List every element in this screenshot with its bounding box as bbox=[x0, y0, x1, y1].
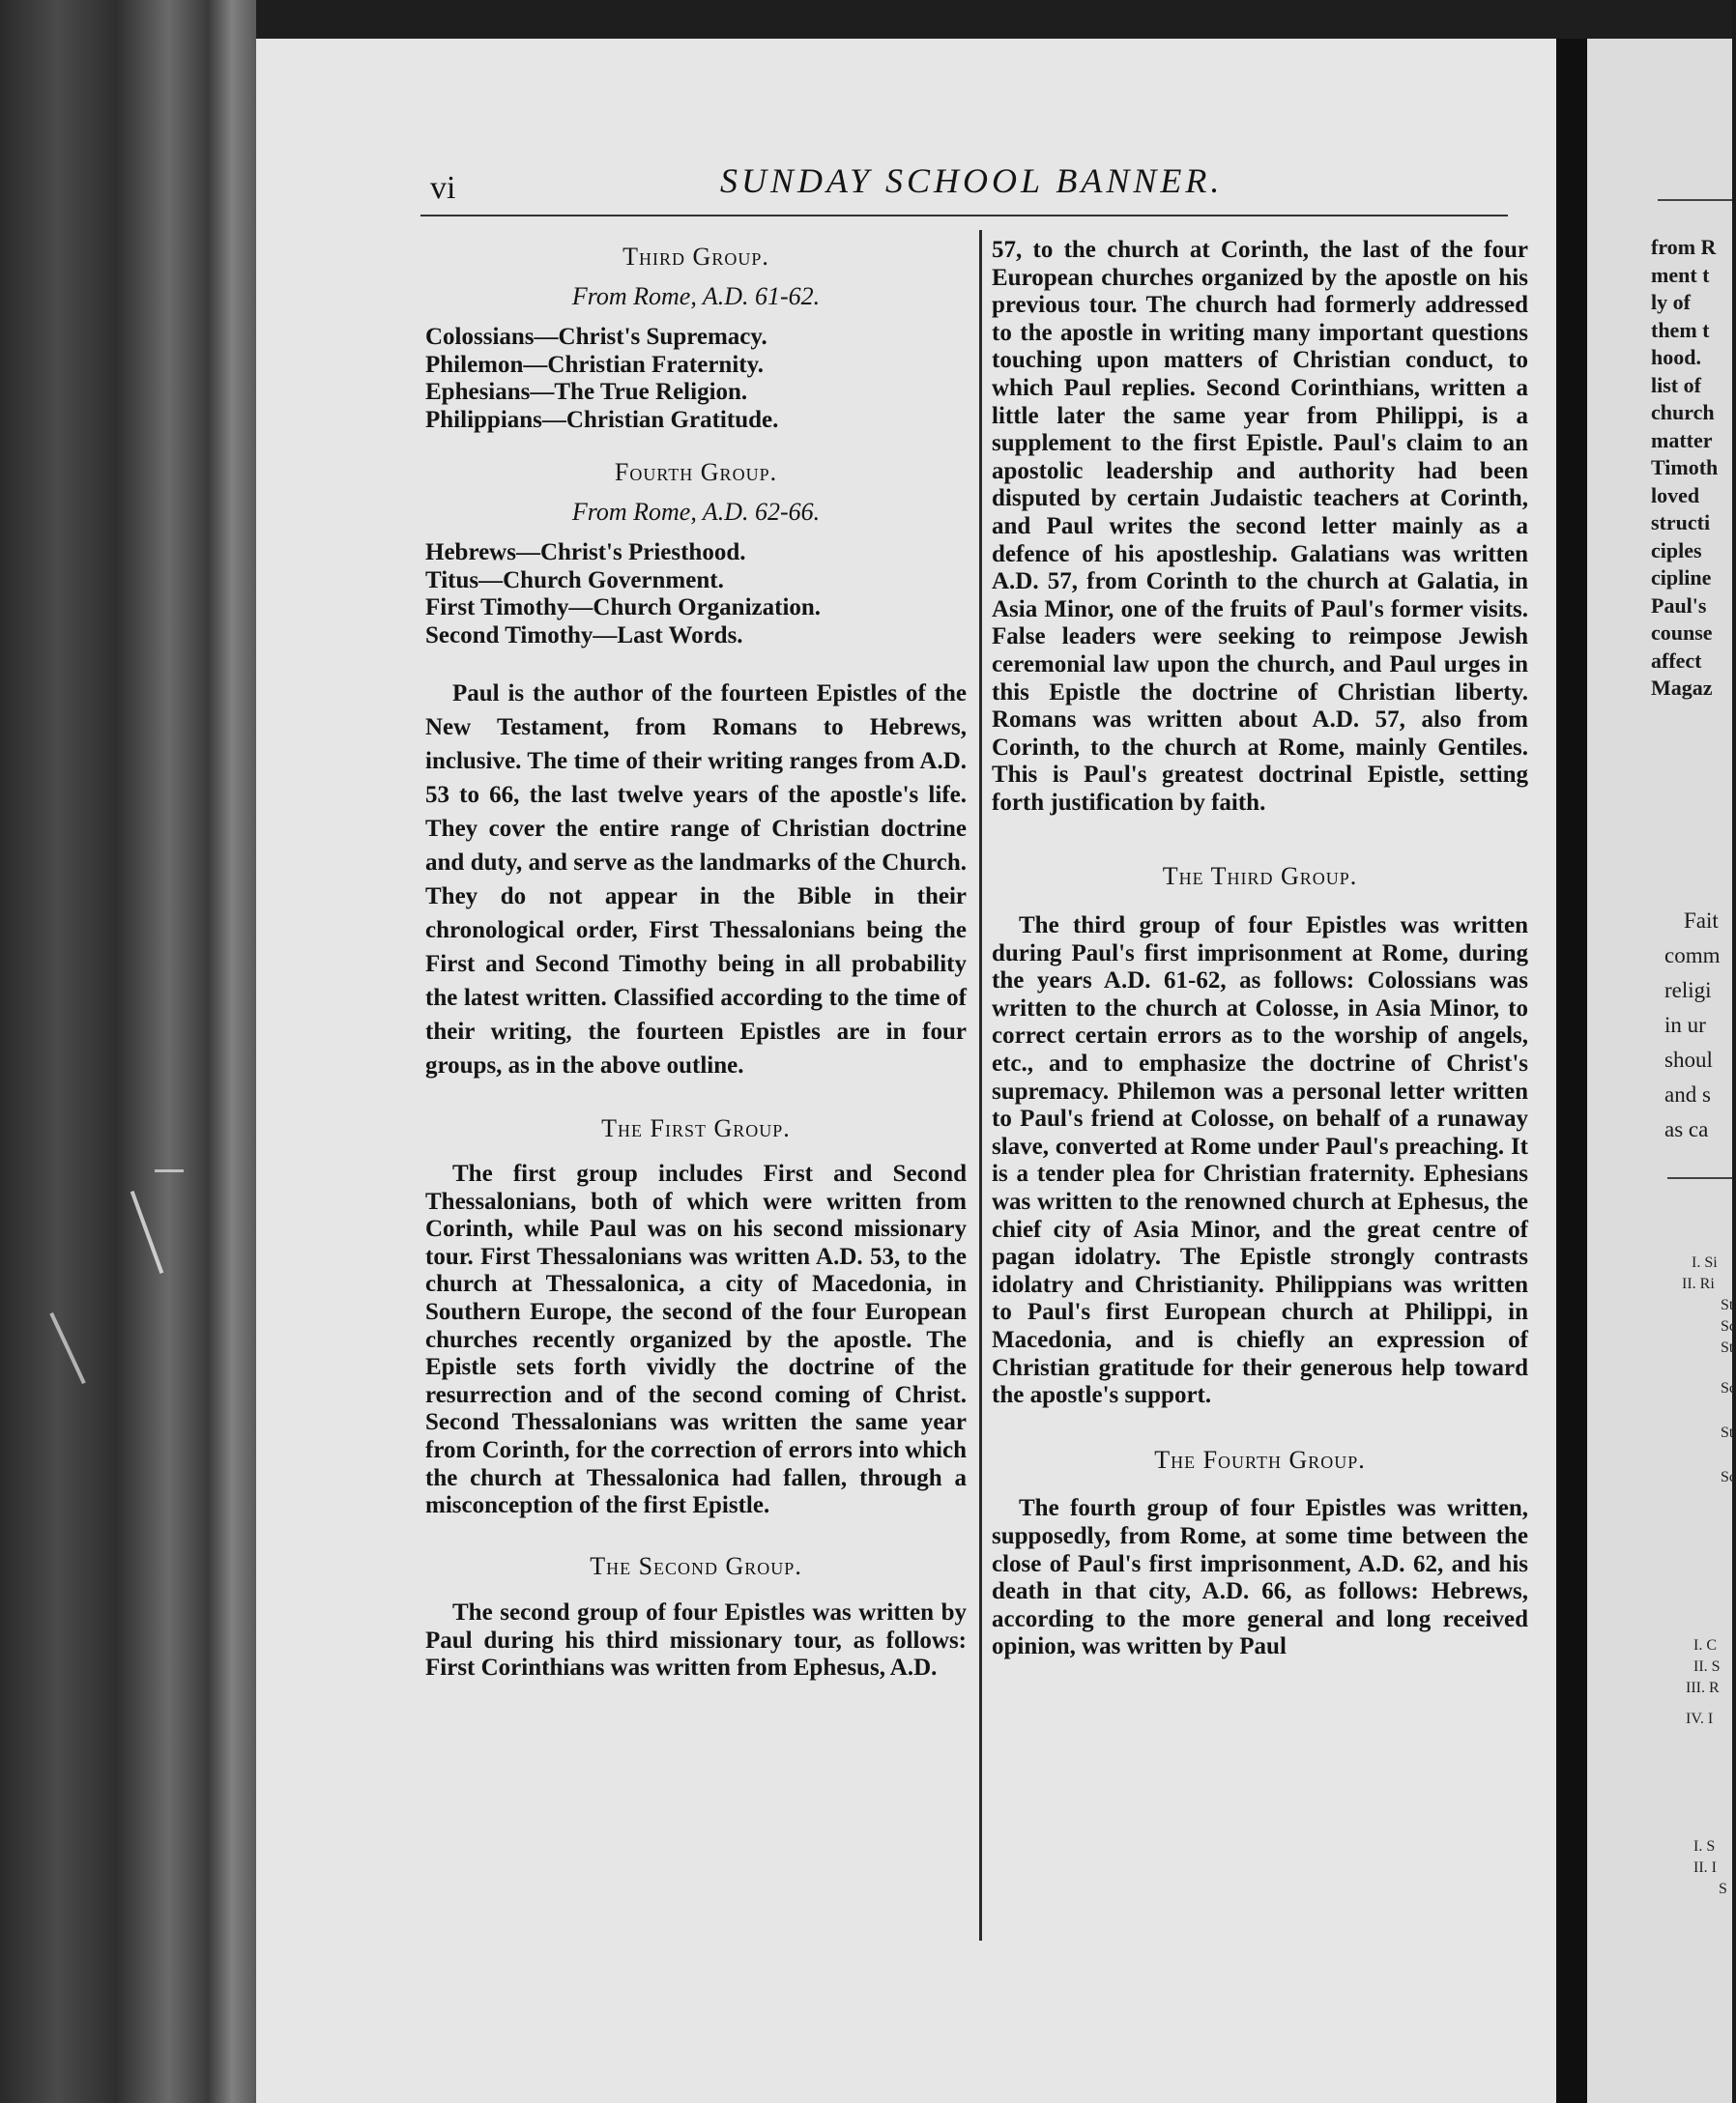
facing-outline-block bbox=[1682, 1253, 1736, 1488]
facing-section-rule bbox=[1667, 1177, 1732, 1179]
fourth-group-text: The fourth group of four Epistles was written, supposedly, from Rome, at some time between the close of Paul's first imprisonment, A.D. 62, and his death in that city, A.D. 66, as follows: Hebrews, according to the more general and long received opinion, was written by Paul bbox=[992, 1495, 1528, 1660]
facing-text-fragment: II. S bbox=[1693, 1658, 1721, 1675]
first-group-text: The first group includes First and Second Thessalonians, both of which were written from Corinth, while Paul was on his second missionary tour. First Thessalonians was written A.D. 53, to the church at Thessalonica, a city of Macedonia, in Southern Europe, the second of the four European churches recently organized by the apostle. The Epistle sets forth vividly the doctrine of the resurrection and of the second coming of Christ. Second Thessalonians was written the same year from Corinth, for the correction of errors into which the church at Thessalonica had fallen, through a misconception of the first Epistle. bbox=[425, 1160, 967, 1519]
list-item: Second Timothy—Last Words. bbox=[425, 621, 743, 648]
fourth-group-outline-subheading: From Rome, A.D. 62-66. bbox=[571, 497, 821, 526]
facing-text-fragment: and s bbox=[1664, 1082, 1711, 1107]
third-group-heading: The Third Group. bbox=[1162, 862, 1358, 891]
facing-text-fragment: Paul's bbox=[1651, 592, 1707, 618]
scan-artifact bbox=[155, 1169, 184, 1172]
page-number: vi bbox=[430, 170, 456, 206]
fourth-group-outline-list bbox=[425, 539, 967, 649]
facing-text-fragment: religi bbox=[1664, 978, 1712, 1002]
facing-text-fragment: IV. I bbox=[1686, 1711, 1714, 1727]
facing-text-fragment: ciples bbox=[1651, 537, 1702, 562]
facing-header-rule bbox=[1658, 199, 1732, 201]
header-rule bbox=[420, 215, 1508, 216]
list-item: Philippians—Christian Gratitude. bbox=[425, 406, 779, 433]
book-gutter bbox=[1556, 39, 1587, 2103]
facing-text-fragment: church bbox=[1651, 400, 1715, 424]
facing-text-fragment: III. R bbox=[1686, 1680, 1720, 1696]
list-item: Philemon—Christian Fraternity. bbox=[425, 351, 764, 378]
facing-text-fragment: as ca bbox=[1664, 1117, 1709, 1141]
facing-text-fragment: counse bbox=[1651, 620, 1713, 645]
facing-text-fragment: structi bbox=[1651, 510, 1711, 534]
first-group-heading: The First Group. bbox=[601, 1114, 791, 1143]
facing-text-fragment: Sc bbox=[1721, 1469, 1736, 1485]
facing-text-fragment: in ur bbox=[1664, 1013, 1706, 1037]
second-group-heading: The Second Group. bbox=[590, 1551, 802, 1580]
facing-text-fragment: ment t bbox=[1651, 262, 1710, 287]
facing-text-fragment: II. I bbox=[1693, 1859, 1717, 1876]
intro-paragraph: Paul is the author of the fourteen Epistles of the New Testament, from Romans to Hebrews, inclusive. The time of their writing ranges from A.D. 53 to 66, the last twelve years of the apostle's life. They cover the entire range of Christian doctrine and duty, and serve as the landmarks of the Church. They do not appear in the Bible in their chronological order, First Thessalonians being the First and Second Timothy being in all probability the latest written. Classified according to the time of their writing, the fourteen Epistles are in four groups, as in the above outline. bbox=[425, 680, 967, 1080]
third-group-outline-heading: Third Group. bbox=[622, 243, 769, 271]
third-group-outline-list bbox=[425, 324, 967, 434]
facing-text-fragment: Sc bbox=[1721, 1318, 1736, 1335]
facing-text-fragment: I. Si bbox=[1692, 1254, 1718, 1271]
list-item: Titus—Church Government. bbox=[425, 566, 724, 593]
facing-fragment-block-middle bbox=[1664, 904, 1721, 1147]
facing-text-fragment: St bbox=[1721, 1425, 1734, 1441]
facing-text-fragment: list of bbox=[1651, 372, 1701, 397]
facing-text-fragment: comm bbox=[1664, 943, 1721, 967]
running-title: SUNDAY SCHOOL BANNER. bbox=[720, 161, 1224, 200]
fourth-group-outline-heading: Fourth Group. bbox=[614, 458, 778, 487]
fourth-group-heading: The Fourth Group. bbox=[1154, 1445, 1366, 1474]
facing-text-fragment: I. C bbox=[1693, 1637, 1717, 1654]
facing-text-fragment: St bbox=[1721, 1340, 1734, 1356]
third-group-outline-subheading: From Rome, A.D. 61-62. bbox=[571, 281, 821, 310]
facing-text-fragment: affect bbox=[1651, 648, 1702, 673]
list-item: First Timothy—Church Organization. bbox=[425, 594, 822, 621]
facing-lower-block bbox=[1686, 1635, 1727, 1900]
facing-text-fragment: Sc bbox=[1721, 1380, 1736, 1397]
facing-text-fragment: ly of bbox=[1651, 290, 1691, 314]
facing-text-fragment: loved bbox=[1651, 482, 1700, 507]
facing-text-fragment: matter bbox=[1651, 427, 1713, 452]
facing-text-fragment: I. S bbox=[1693, 1838, 1716, 1855]
facing-text-fragment: St bbox=[1721, 1297, 1734, 1313]
list-item: Ephesians—The True Religion. bbox=[425, 379, 748, 406]
list-item: Colossians—Christ's Supremacy. bbox=[425, 324, 767, 351]
list-item: Hebrews—Christ's Priesthood. bbox=[425, 539, 746, 566]
left-column bbox=[425, 244, 967, 1683]
facing-text-fragment: Timoth bbox=[1651, 455, 1719, 479]
facing-fragment-block-upper bbox=[1651, 234, 1718, 703]
facing-text-fragment: Fait bbox=[1684, 908, 1719, 933]
right-column bbox=[992, 237, 1528, 1661]
facing-text-fragment: S bbox=[1719, 1881, 1727, 1897]
facing-text-fragment: them t bbox=[1651, 317, 1710, 342]
book-spine-edge bbox=[0, 0, 256, 2103]
facing-text-fragment: hood. bbox=[1651, 345, 1701, 369]
continuation-text: 57, to the church at Corinth, the last of the four European churches organized by the apostle on his previous tour. The church had formerly addressed to the apostle in writing many important questions touching upon matters of Christian conduct, to which Paul replies. Second Corinthians, written a little later the same year from Philippi, is a supplement to the first Epistle. Paul's claim to an apostolic leadership and authority had been disputed by certain Judaistic teachers at Corinth, and Paul writes the second letter mainly as a defence of his apostleship. Galatians was written A.D. 57, from Corinth to the church at Galatia, in Asia Minor, one of the fruits of Paul's former visits. False leaders were seeking to reimpose Jewish ceremonial law upon the church, and Paul urges in this Epistle the doctrine of Christian liberty. Romans was written about A.D. 57, also from Corinth, to the church at Rome, mainly Gentiles. This is Paul's greatest doctrinal Epistle, setting forth justification by faith. bbox=[992, 237, 1528, 816]
third-group-text: The third group of four Epistles was written during Paul's first imprisonment at Rome, during the years A.D. 61-62, as follows: Colossians was written to the church at Colosse, in Asia Minor, to correct certain errors as to the worship of angels, etc., and to emphasize the doctrine of Christ's supremacy. Philemon was a personal letter written to Paul's friend at Colosse, on behalf of a runaway slave, converted at Rome under Paul's preaching. It is a tender plea for Christian fraternity. Ephesians was written to the renowned church at Ephesus, the chief city of Asia Minor, and the great centre of pagan idolatry. The Epistle strongly contrasts idolatry and Christianity. Philippians was written to Paul's first European church at Philippi, in Macedonia, and is chiefly an expression of Christian gratitude for their generous help toward the apostle's support. bbox=[992, 912, 1528, 1409]
column-divider bbox=[979, 230, 982, 1941]
second-group-text: The second group of four Epistles was written by Paul during his third missionary tour, as follows: First Corinthians was written from Ephesus, A.D. bbox=[425, 1599, 967, 1682]
facing-text-fragment: shoul bbox=[1664, 1048, 1713, 1072]
facing-text-fragment: cipline bbox=[1651, 565, 1712, 590]
facing-text-fragment: from R bbox=[1651, 235, 1717, 259]
facing-text-fragment: Magaz bbox=[1651, 676, 1713, 700]
facing-text-fragment: II. Ri bbox=[1682, 1276, 1715, 1292]
